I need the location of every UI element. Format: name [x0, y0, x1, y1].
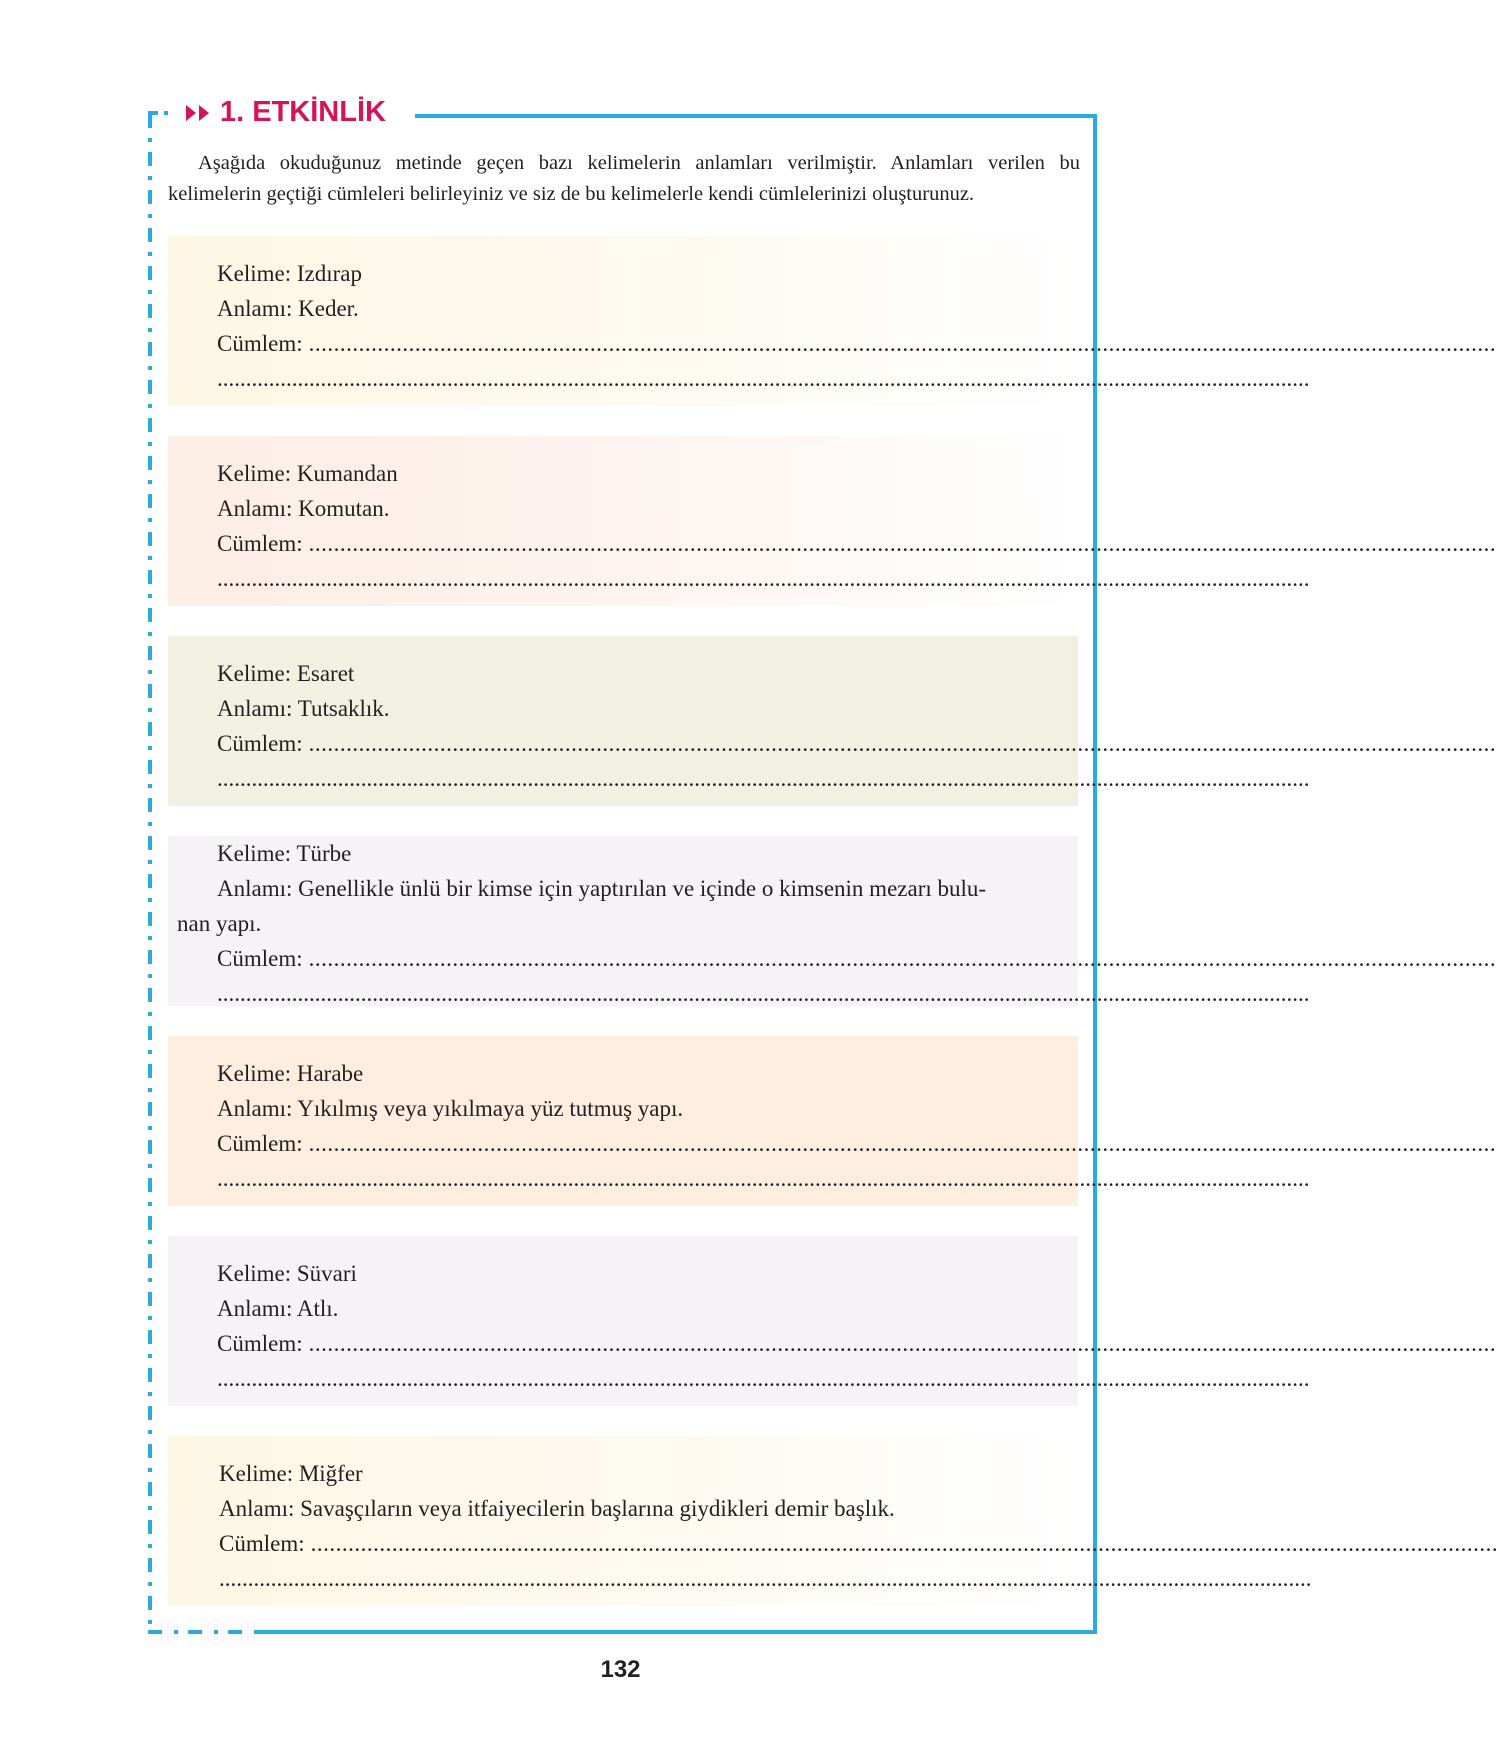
- word-value: Türbe: [296, 841, 352, 866]
- activity-title: [186, 96, 386, 129]
- meaning-value: Tutsaklık.: [297, 696, 390, 721]
- word-card: [168, 236, 1497, 406]
- word-value: Esaret: [296, 661, 355, 686]
- meaning-row: Anlamı: Atlı.: [217, 1296, 339, 1321]
- meaning-value: Atlı.: [296, 1296, 339, 1321]
- word-value: Izdırap: [296, 261, 362, 286]
- activity-title-text: 1. ETKİNLİK: [220, 96, 386, 128]
- meaning-row: Anlamı: Tutsaklık.: [217, 696, 390, 721]
- sentence-line[interactable]: Cümlem: ..............................................................................................................................................................................................: [217, 731, 1497, 756]
- meaning-value: Yıkılmış veya yıkılmaya yüz tutmuş yapı.: [297, 1096, 684, 1121]
- frame-left-dashed-border: [148, 114, 152, 1634]
- frame-top-dashed-border: [148, 111, 178, 115]
- word-card: [168, 1236, 1497, 1406]
- meaning-value: Genellikle ünlü bir kimse için yaptırılan ve içinde o kimsenin mezarı bulu-: [298, 876, 987, 901]
- sentence-line[interactable]: Cümlem: ..............................................................................................................................................................................................: [217, 531, 1497, 556]
- meaning-row: Anlamı: Komutan.: [217, 496, 390, 521]
- sentence-line-2[interactable]: ..............................................................................................................................................................................................: [217, 366, 1310, 391]
- sentence-line-2[interactable]: ..............................................................................................................................................................................................: [217, 981, 1310, 1006]
- meaning-row: Anlamı: Savaşçıların veya itfaiyecilerin başlarına giydikleri demir başlık.: [219, 1496, 895, 1521]
- sentence-line[interactable]: Cümlem: ..............................................................................................................................................................................................: [217, 1131, 1497, 1156]
- word-row: Kelime: Miğfer: [219, 1461, 363, 1486]
- word-row: Kelime: Süvari: [217, 1261, 357, 1286]
- page-number: 132: [600, 1656, 641, 1683]
- meaning-row: Anlamı: Keder.: [217, 296, 359, 321]
- sentence-line-2[interactable]: ..............................................................................................................................................................................................: [219, 1566, 1312, 1591]
- word-row: Kelime: Türbe: [217, 841, 352, 866]
- sentence-line-2[interactable]: ..............................................................................................................................................................................................: [217, 566, 1310, 591]
- sentence-line-2[interactable]: ..............................................................................................................................................................................................: [217, 1166, 1310, 1191]
- word-row: Kelime: Kumandan: [217, 461, 398, 486]
- sentence-line[interactable]: Cümlem: ..............................................................................................................................................................................................: [217, 946, 1497, 971]
- word-card: [168, 636, 1497, 806]
- word-row: Kelime: Harabe: [217, 1061, 364, 1086]
- sentence-line-2[interactable]: ..............................................................................................................................................................................................: [217, 766, 1310, 791]
- word-row: Kelime: Izdırap: [217, 261, 362, 286]
- word-value: Süvari: [296, 1261, 357, 1286]
- sentence-line[interactable]: Cümlem: ..............................................................................................................................................................................................: [217, 331, 1497, 356]
- word-card: [168, 1436, 1498, 1606]
- word-card: [168, 836, 1497, 1006]
- sentence-line[interactable]: Cümlem: ..............................................................................................................................................................................................: [219, 1531, 1498, 1556]
- word-value: Miğfer: [298, 1461, 363, 1486]
- meaning-row: Anlamı: Genellikle ünlü bir kimse için yaptırılan ve içinde o kimsenin mezarı bulu-: [217, 876, 987, 901]
- meaning-value: Keder.: [298, 296, 359, 321]
- sentence-line[interactable]: Cümlem: ..............................................................................................................................................................................................: [217, 1331, 1497, 1356]
- word-value: Kumandan: [296, 461, 398, 486]
- word-card: [168, 436, 1497, 606]
- frame-bottom-dashed-border: [148, 1630, 258, 1634]
- word-row: Kelime: Esaret: [217, 661, 355, 686]
- sentence-line-2[interactable]: ..............................................................................................................................................................................................: [217, 1366, 1310, 1391]
- double-arrow-icon: [186, 105, 212, 121]
- word-card: [168, 1036, 1497, 1206]
- meaning-value: Komutan.: [298, 496, 390, 521]
- activity-instructions: Aşağıda okuduğunuz metinde geçen bazı kelimelerin anlamları verilmiştir. Anlamları verilen bu kelimelerin geçtiği cümleleri belirleyiniz ve siz de bu kelimelerle kendi cümlelerinizi oluşturunuz.: [168, 152, 1080, 205]
- meaning-row: Anlamı: Yıkılmış veya yıkılmaya yüz tutmuş yapı.: [217, 1096, 684, 1121]
- meaning-continuation: nan yapı.: [177, 911, 262, 936]
- meaning-value: Savaşçıların veya itfaiyecilerin başlarına giydikleri demir başlık.: [300, 1496, 895, 1521]
- word-value: Harabe: [296, 1061, 364, 1086]
